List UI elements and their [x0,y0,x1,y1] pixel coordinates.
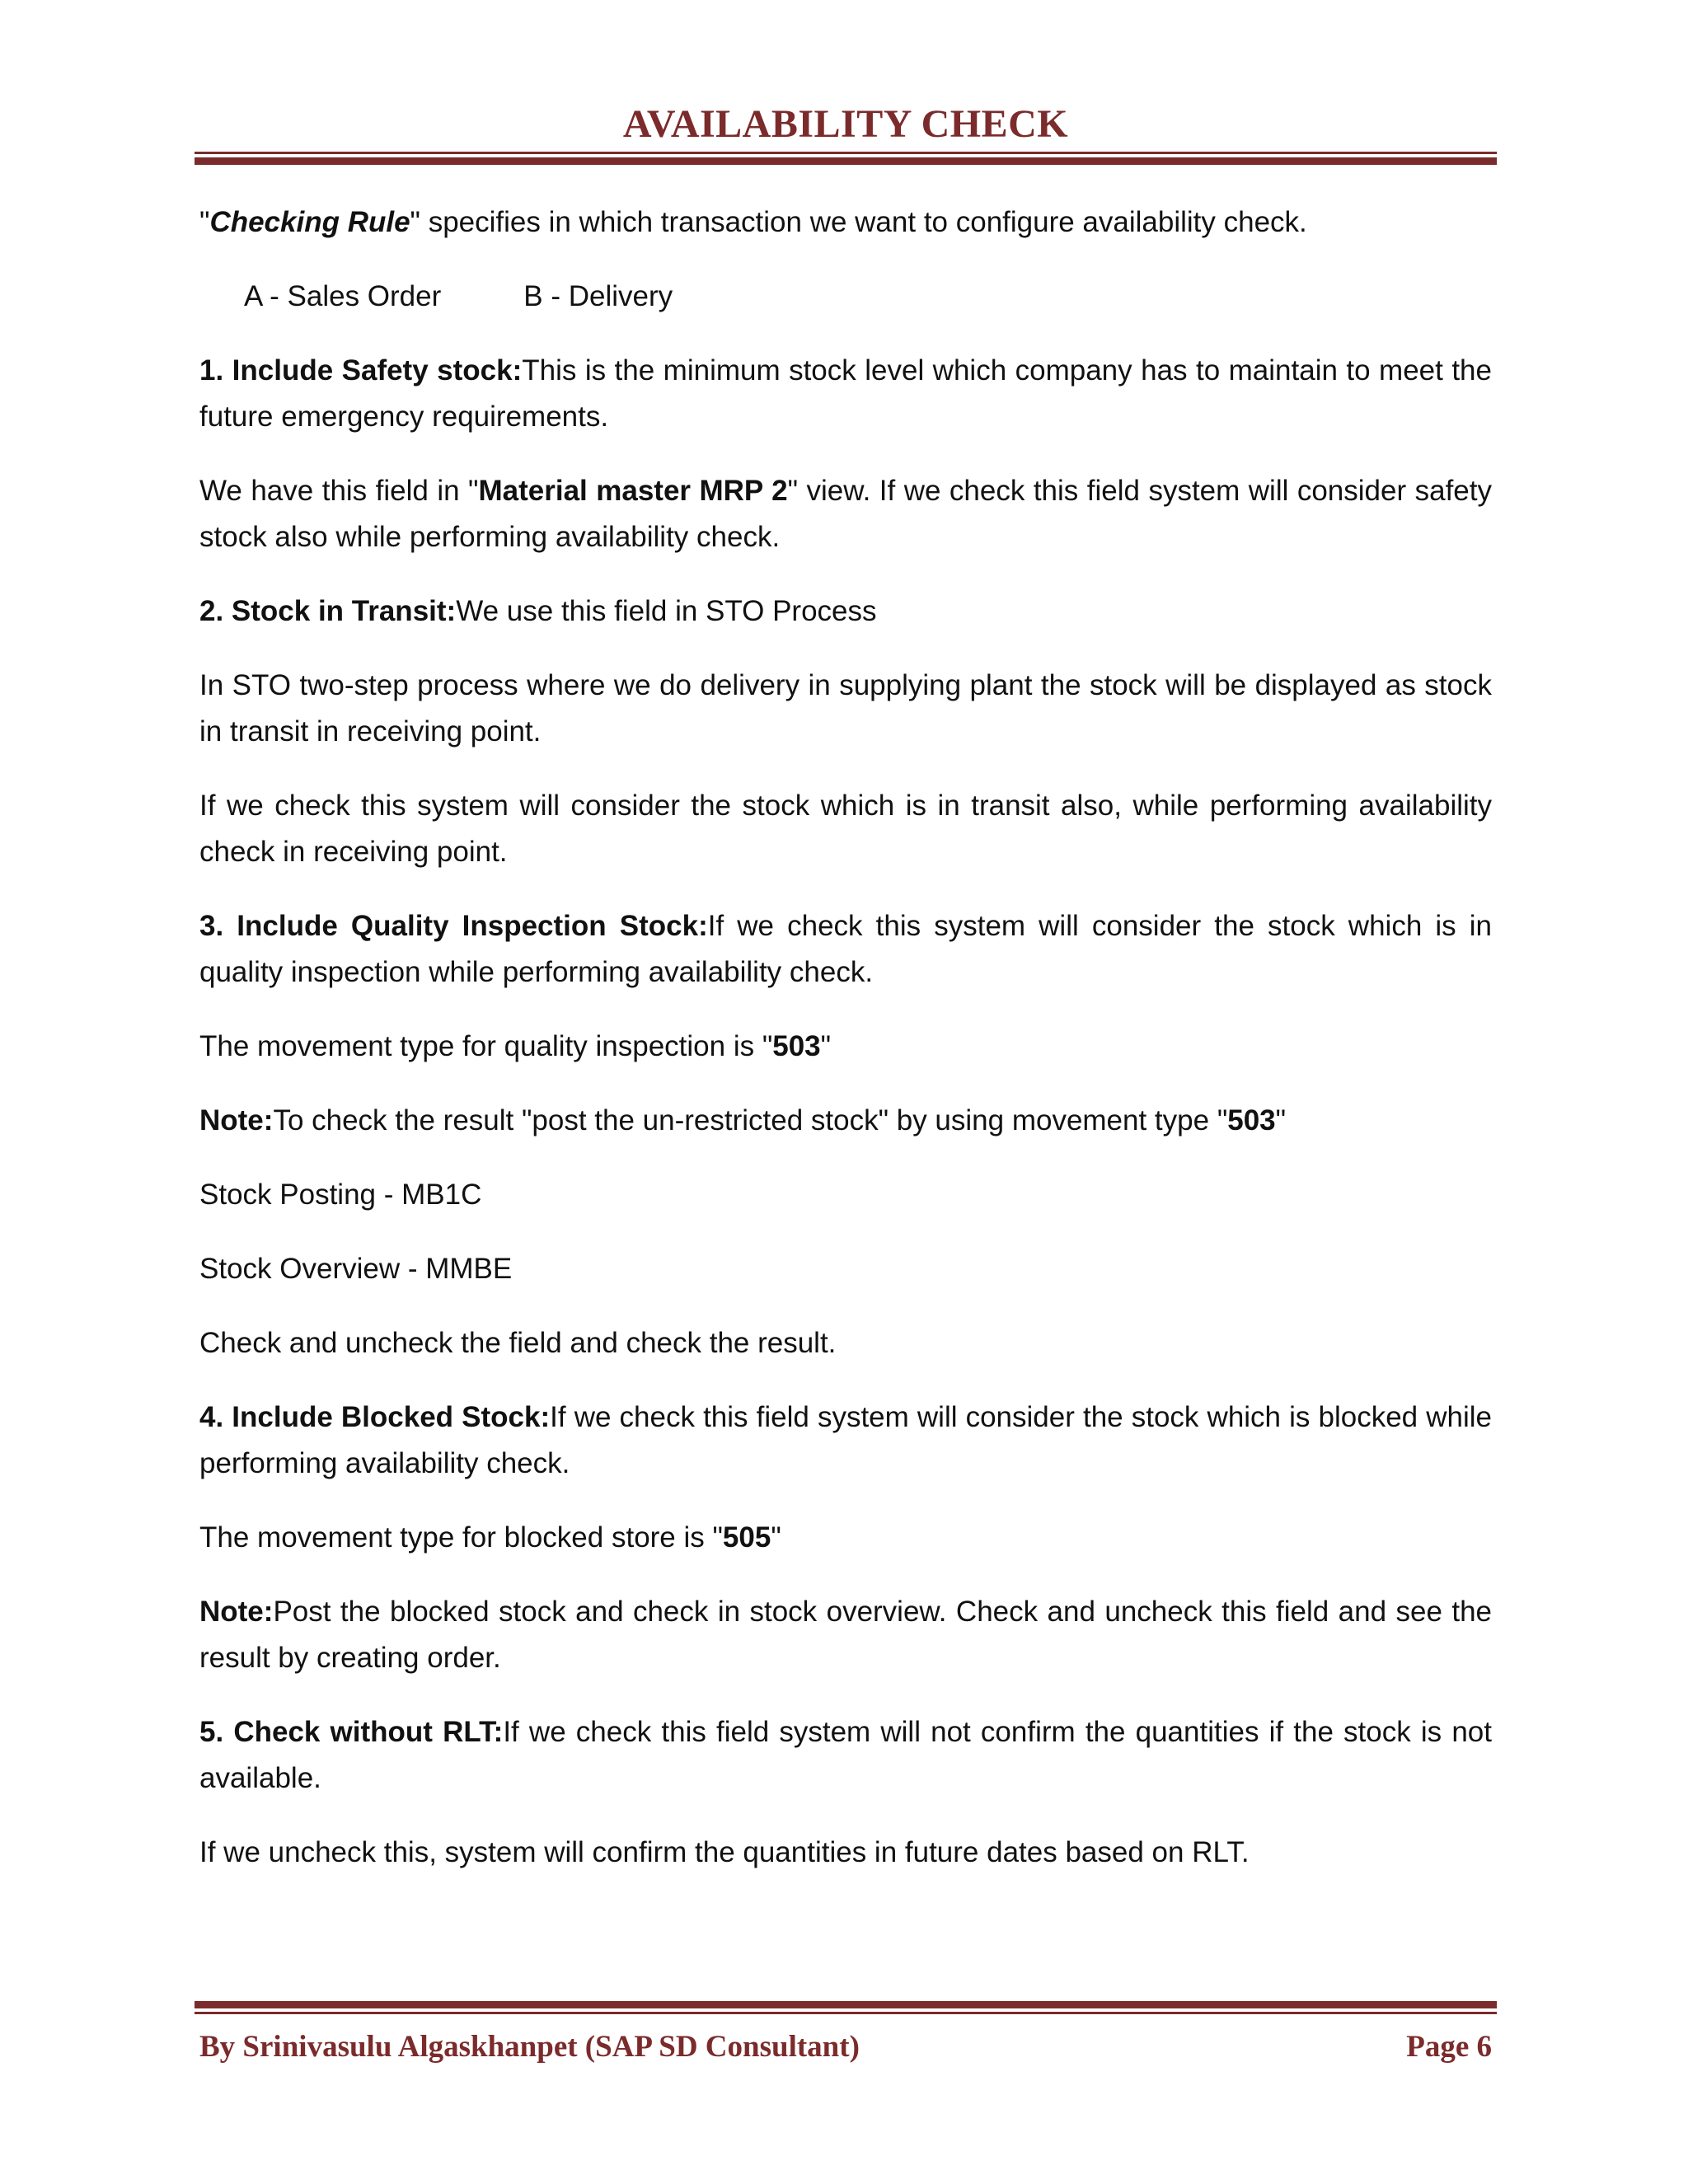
qi-note-label: Note: [199,1104,274,1137]
page-title: AVAILABILITY CHECK [622,102,1069,146]
blocked-movement-type: 505 [722,1521,771,1554]
checking-rule-paragraph: "Checking Rule" specifies in which transaction we want to configure availability check. [199,206,1307,238]
stock-in-transit-paragraph: 2. Stock in Transit:We use this field in STO Process [199,595,877,627]
blocked-movement-paragraph: The movement type for blocked store is "505" [199,1521,781,1554]
blocked-stock-paragraph: 4. Include Blocked Stock:If we check this field system will consider the stock which is blocked while performing availability check. [199,1401,1492,1479]
qi-movement-paragraph: The movement type for quality inspection is "503" [199,1030,832,1062]
option-delivery: B - Delivery [523,280,673,312]
page-number: Page 6 [1406,2030,1492,2064]
stock-posting-line: Stock Posting - MB1C [199,1179,482,1211]
qi-note-paragraph: Note:To check the result "post the un-restricted stock" by using movement type "503" [199,1104,1287,1137]
checking-options [244,274,1492,320]
footer-row [195,2014,1497,2064]
header-rule-thick [195,157,1497,165]
without-rlt-heading: 5. Check without RLT: [199,1716,504,1748]
blocked-note-paragraph: Note:Post the blocked stock and check in stock overview. Check and uncheck this field and see the result by creating order. [199,1596,1492,1674]
safety-stock-paragraph: 1. Include Safety stock:This is the minimum stock level which company has to maintain to meet the future emergency requirements. [199,354,1492,433]
footer-rule-thick [195,2001,1497,2008]
without-rlt-paragraph: 5. Check without RLT:If we check this field system will not confirm the quantities if the stock is not available. [199,1716,1492,1794]
qi-note-movement-type: 503 [1227,1104,1276,1137]
stock-overview-line: Stock Overview - MMBE [199,1253,513,1285]
quality-inspection-heading: 3. Include Quality Inspection Stock: [199,910,708,942]
mrp-view-name: Material master MRP 2 [478,475,788,507]
sto-process-paragraph: In STO two-step process where we do delivery in supplying plant the stock will be displayed as stock in transit in receiving point. [199,669,1492,748]
transit-check-paragraph: If we check this system will consider the stock which is in transit also, while performing availability check in receiving point. [199,790,1492,868]
safety-stock-heading: 1. Include Safety stock: [199,354,523,387]
blocked-note-label: Note: [199,1596,274,1628]
stock-in-transit-heading: 2. Stock in Transit: [199,595,457,627]
blocked-stock-heading: 4. Include Blocked Stock: [199,1401,551,1433]
page-footer [195,2001,1497,2064]
option-sales-order: A - Sales Order [244,280,442,312]
checking-rule-term: Checking Rule [209,206,410,238]
footer-author: By Srinivasulu Algaskhanpet (SAP SD Consultant) [199,2030,860,2064]
check-uncheck-line: Check and uncheck the field and check the result. [199,1327,837,1359]
page-header [195,97,1497,165]
document-body [199,199,1492,1904]
quality-inspection-paragraph: 3. Include Quality Inspection Stock:If we check this system will consider the stock which is in quality inspection while performing availability check. [199,910,1492,988]
qi-movement-type: 503 [772,1030,821,1062]
mrp-field-paragraph: We have this field in "Material master MRP 2" view. If we check this field system will consider safety stock also while performing availability check. [199,475,1492,553]
uncheck-rlt-paragraph: If we uncheck this, system will confirm the quantities in future dates based on RLT. [199,1836,1250,1868]
